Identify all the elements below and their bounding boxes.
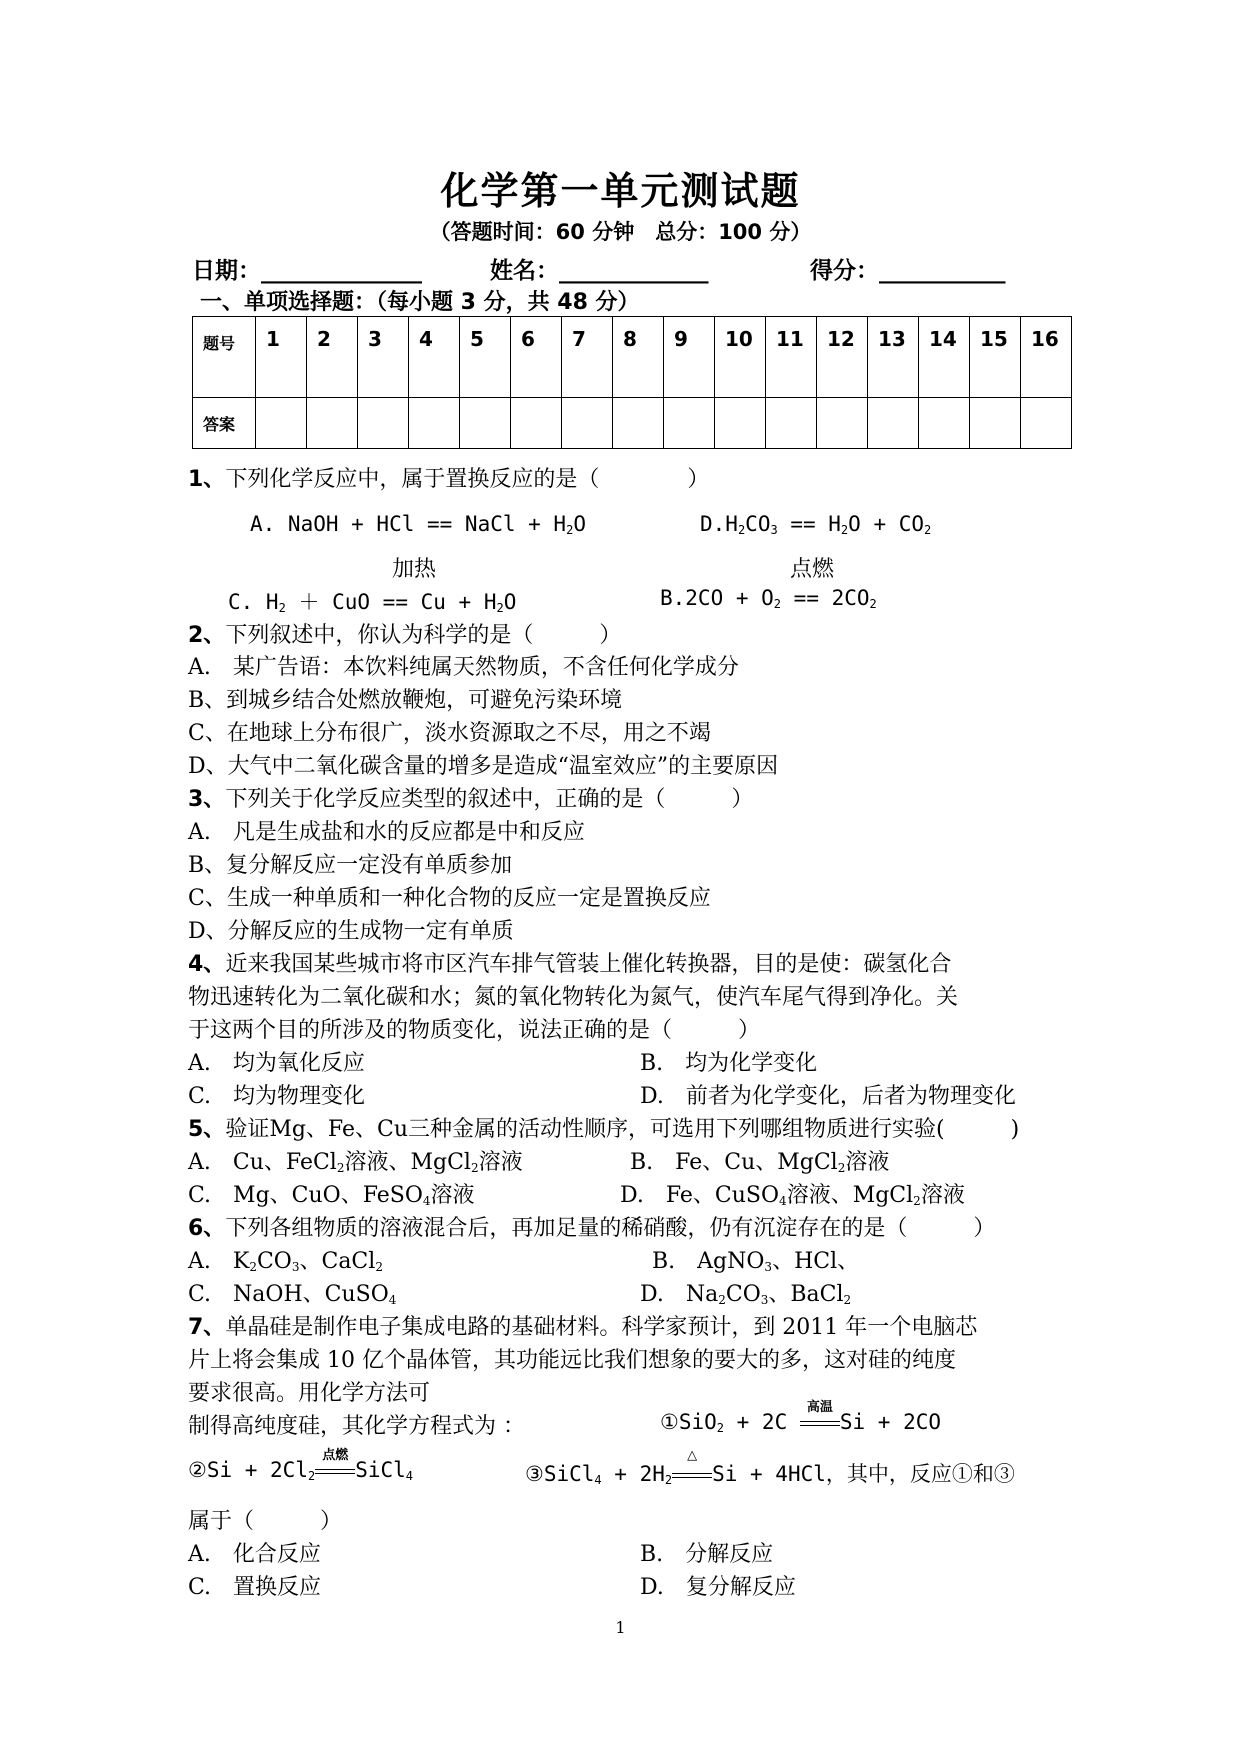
question-5-stem xyxy=(188,1112,1019,1143)
q4-option-b: B. 均为化学变化 xyxy=(640,1051,818,1076)
option-text: D. Na xyxy=(640,1282,719,1307)
option-text: == 2CO xyxy=(781,586,870,610)
question-number: 2、 xyxy=(188,623,226,648)
option-text: C. H xyxy=(228,590,279,614)
option-text: C. Mg、CuO、FeSO xyxy=(188,1183,423,1208)
table-cell-number: 12 xyxy=(817,317,868,398)
row-header-number: 题号 xyxy=(193,317,256,398)
subscript: 4 xyxy=(422,1194,431,1208)
q2-option-b: B、到城乡结合处燃放鞭炮，可避免污染环境 xyxy=(188,688,623,713)
q5-option-b xyxy=(630,1145,889,1176)
question-4-stem-line3: 于这两个目的所涉及的物质变化，说法正确的是（ ） xyxy=(188,1018,761,1043)
q2-option-a: A. 某广告语：本饮料纯属天然物质，不含任何化学成分 xyxy=(188,655,739,680)
answer-cell[interactable] xyxy=(307,398,358,449)
table-row xyxy=(193,317,1072,398)
option-text: 溶液 xyxy=(845,1150,890,1175)
q2-option-d: D、大气中二氧化碳含量的增多是造成“温室效应”的主要原因 xyxy=(188,754,779,779)
q6-option-a xyxy=(188,1244,383,1275)
q1-option-d xyxy=(700,512,931,537)
option-text: 溶液、MgCl xyxy=(344,1150,471,1175)
option-text: C. NaOH、CuSO xyxy=(188,1282,389,1307)
table-cell-number: 13 xyxy=(868,317,919,398)
subscript: 2 xyxy=(496,601,504,615)
answer-table xyxy=(192,316,1072,449)
subscript: 2 xyxy=(840,523,849,537)
table-cell-number: 4 xyxy=(409,317,460,398)
section-title: 一、单项选择题：（每小题 3 分，共 48 分） xyxy=(200,290,640,315)
q5-option-a xyxy=(188,1145,523,1176)
answer-cell[interactable] xyxy=(460,398,511,449)
question-4-stem-line2: 物迅速转化为二氧化碳和水；氮的氧化物转化为氮气，使汽车尾气得到净化。关 xyxy=(188,985,959,1010)
subscript: 3 xyxy=(770,523,778,537)
equals-sign xyxy=(672,1473,712,1478)
q6-option-d xyxy=(640,1277,851,1308)
question-text: 下列化学反应中，属于置换反应的是（ ） xyxy=(225,467,710,492)
equals-sign xyxy=(800,1421,840,1426)
option-text: CO xyxy=(745,512,771,536)
answer-cell[interactable] xyxy=(256,398,307,449)
subscript: 2 xyxy=(843,1293,852,1307)
subscript: 4 xyxy=(594,1473,602,1487)
subscript: 3 xyxy=(764,1260,773,1274)
question-number: 4、 xyxy=(188,952,226,977)
subscript: 2 xyxy=(278,601,286,615)
subscript: 4 xyxy=(405,1469,414,1483)
question-number: 6、 xyxy=(188,1216,226,1241)
option-text: D.H xyxy=(700,512,738,536)
q1-option-a xyxy=(250,512,586,537)
answer-cell[interactable] xyxy=(715,398,766,449)
subscript: 3 xyxy=(291,1260,300,1274)
q6-option-c xyxy=(188,1277,396,1308)
option-text: A. K xyxy=(188,1249,250,1274)
row-header-answer: 答案 xyxy=(193,398,256,449)
equation-text: ③SiCl xyxy=(525,1462,595,1486)
q3-option-c: C、生成一种单质和一种化合物的反应一定是置换反应 xyxy=(188,886,711,911)
table-row xyxy=(193,398,1072,449)
answer-cell[interactable] xyxy=(817,398,868,449)
condition-label: △ xyxy=(687,1448,698,1463)
q7-option-c: C. 置换反应 xyxy=(188,1575,322,1600)
q4-option-c: C. 均为物理变化 xyxy=(188,1084,366,1109)
table-cell-number: 1 xyxy=(256,317,307,398)
answer-cell[interactable] xyxy=(664,398,715,449)
name-field xyxy=(490,252,709,285)
date-field xyxy=(192,252,422,285)
question-text: 近来我国某些城市将市区汽车排气管装上催化转换器，目的是使：碳氢化合 xyxy=(225,952,952,977)
subscript: 2 xyxy=(336,1161,345,1175)
table-cell-number: 9 xyxy=(664,317,715,398)
q1-option-b xyxy=(660,586,877,611)
question-4-stem xyxy=(188,947,951,978)
option-text: O + CO xyxy=(848,512,925,536)
page-title: 化学第一单元测试题 xyxy=(440,169,801,213)
condition-label: 点燃 xyxy=(322,1448,349,1463)
equation-text: + 2H xyxy=(601,1462,665,1486)
subscript: 2 xyxy=(869,597,877,611)
page-number: 1 xyxy=(615,1618,626,1637)
table-cell-number: 2 xyxy=(307,317,358,398)
question-text: 下列各组物质的溶液混合后，再加足量的稀硝酸，仍有沉淀存在的是（ ） xyxy=(225,1216,996,1241)
table-cell-number: 16 xyxy=(1021,317,1072,398)
question-7-stem-line2: 片上将会集成 10 亿个晶体管，其功能远比我们想象的要大的多，这对硅的纯度 xyxy=(188,1348,956,1373)
q4-option-d: D. 前者为化学变化，后者为物理变化 xyxy=(640,1084,1016,1109)
subscript: 3 xyxy=(760,1293,769,1307)
question-1-stem xyxy=(188,462,709,493)
q7-option-a: A. 化合反应 xyxy=(188,1542,321,1567)
subscript: 4 xyxy=(388,1293,397,1307)
question-7-stem-line4: 制得高纯度硅，其化学方程式为 ： xyxy=(188,1414,525,1439)
option-text: O xyxy=(573,512,586,536)
question-2-stem xyxy=(188,618,621,649)
subscript: 2 xyxy=(664,1473,673,1487)
table-cell-number: 10 xyxy=(715,317,766,398)
equals-sign xyxy=(315,1469,355,1474)
q1-option-c xyxy=(228,586,516,616)
reaction-condition xyxy=(800,1400,840,1434)
subscript: 4 xyxy=(779,1194,787,1208)
answer-cell[interactable] xyxy=(562,398,613,449)
q3-option-d: D、分解反应的生成物一定有单质 xyxy=(188,919,514,944)
q7-equation-3 xyxy=(525,1448,1015,1488)
answer-cell[interactable] xyxy=(409,398,460,449)
option-text: 溶液 xyxy=(430,1183,475,1208)
option-text: 、HCl、 xyxy=(772,1249,860,1274)
subscript: 2 xyxy=(737,523,746,537)
equation-text: ①SiO xyxy=(660,1410,717,1434)
option-text: A. NaOH + HCl == NaCl + H xyxy=(250,512,567,536)
question-number: 5、 xyxy=(188,1117,226,1142)
condition-label: 高温 xyxy=(806,1400,833,1415)
table-cell-number: 11 xyxy=(766,317,817,398)
answer-cell[interactable] xyxy=(613,398,664,449)
answer-cell[interactable] xyxy=(1021,398,1072,449)
subscript: 2 xyxy=(249,1260,257,1274)
question-7-stem xyxy=(188,1310,977,1341)
q7-equation-1 xyxy=(660,1400,942,1435)
question-3-stem xyxy=(188,782,753,813)
subscript: 2 xyxy=(913,1194,921,1208)
q3-option-a: A. 凡是生成盐和水的反应都是中和反应 xyxy=(188,820,585,845)
reaction-condition xyxy=(672,1448,712,1486)
subscript: 2 xyxy=(718,1293,726,1307)
answer-cell[interactable] xyxy=(511,398,562,449)
question-text: 下列叙述中，你认为科学的是（ ） xyxy=(225,623,622,648)
option-text: D. Fe、CuSO xyxy=(620,1183,780,1208)
question-7-stem-line3: 要求很高。用化学方法可 xyxy=(188,1381,431,1406)
option-text: A. Cu、FeCl xyxy=(188,1150,337,1175)
option-text: 、BaCl xyxy=(768,1282,844,1307)
equation-text: ②Si + 2Cl xyxy=(188,1458,308,1482)
date-label: 日期： xyxy=(192,258,261,284)
equation-text: Si + 2CO xyxy=(839,1410,942,1434)
option-text: == H xyxy=(777,512,841,536)
option-text: O xyxy=(503,590,517,614)
option-text: 溶液 xyxy=(478,1150,523,1175)
table-cell-number: 14 xyxy=(919,317,970,398)
question-text: 单晶硅是制作电子集成电路的基础材料。科学家预计，到 2011 年一个电脑芯 xyxy=(225,1315,978,1340)
question-number: 7、 xyxy=(188,1315,226,1340)
name-label: 姓名： xyxy=(490,258,559,284)
answer-cell[interactable] xyxy=(358,398,409,449)
q7-option-d: D. 复分解反应 xyxy=(640,1575,796,1600)
subscript: 2 xyxy=(837,1161,846,1175)
question-6-stem xyxy=(188,1211,995,1242)
subscript: 2 xyxy=(307,1469,316,1483)
table-cell-number: 15 xyxy=(970,317,1021,398)
equation-text: Si + 4HCl，其中，反应①和③ xyxy=(712,1462,1015,1486)
name-blank: _____________ xyxy=(559,258,709,284)
option-text: ＋ CuO == Cu + H xyxy=(285,590,497,614)
q7-option-b: B. 分解反应 xyxy=(640,1542,774,1567)
option-text: CO xyxy=(725,1282,761,1307)
option-text: B. Fe、Cu、MgCl xyxy=(630,1150,838,1175)
score-label: 得分： xyxy=(810,258,879,284)
option-text: B. AgNO xyxy=(652,1249,765,1274)
subscript: 2 xyxy=(716,1421,724,1435)
q4-option-a: A. 均为氧化反应 xyxy=(188,1051,365,1076)
question-text: 下列关于化学反应类型的叙述中，正确的是（ ） xyxy=(225,787,754,812)
q2-option-c: C、在地球上分布很广，淡水资源取之不尽，用之不竭 xyxy=(188,721,711,746)
answer-cell[interactable] xyxy=(919,398,970,449)
answer-cell[interactable] xyxy=(766,398,817,449)
q1-condition-heat: 加热 xyxy=(392,557,437,582)
q1-condition-ignite: 点燃 xyxy=(790,557,835,582)
q7-equation-2 xyxy=(188,1448,414,1483)
q3-option-b: B、复分解反应一定没有单质参加 xyxy=(188,853,513,878)
subscript: 2 xyxy=(924,523,932,537)
table-cell-number: 3 xyxy=(358,317,409,398)
option-text: 溶液、MgCl xyxy=(786,1183,914,1208)
answer-cell[interactable] xyxy=(970,398,1021,449)
option-text: B.2CO + O xyxy=(660,586,774,610)
reaction-condition xyxy=(315,1448,355,1482)
option-text: CO xyxy=(256,1249,292,1274)
q5-option-d xyxy=(620,1178,965,1209)
table-cell-number: 5 xyxy=(460,317,511,398)
table-cell-number: 8 xyxy=(613,317,664,398)
subscript: 2 xyxy=(773,597,782,611)
date-blank: ______________ xyxy=(261,258,422,284)
question-number: 1、 xyxy=(188,467,226,492)
equation-text: + 2C xyxy=(724,1410,800,1434)
subscript: 2 xyxy=(375,1260,383,1274)
question-7-stem-line5: 属于（ ） xyxy=(188,1509,343,1534)
option-text: 、CaCl xyxy=(299,1249,376,1274)
question-text: 验证Mg、Fe、Cu三种金属的活动性顺序，可选用下列哪组物质进行实验( ) xyxy=(225,1117,1020,1142)
equation-text: SiCl xyxy=(355,1458,406,1482)
table-cell-number: 7 xyxy=(562,317,613,398)
table-cell-number: 6 xyxy=(511,317,562,398)
question-number: 3、 xyxy=(188,787,226,812)
q6-option-b xyxy=(652,1244,859,1275)
option-text: 溶液 xyxy=(920,1183,965,1208)
subscript: 2 xyxy=(470,1161,479,1175)
score-field xyxy=(810,252,1006,285)
q5-option-c xyxy=(188,1178,475,1209)
page-subtitle: （答题时间：60 分钟 总分：100 分） xyxy=(429,220,812,244)
score-blank: ___________ xyxy=(879,258,1006,284)
subscript: 2 xyxy=(566,523,574,537)
answer-cell[interactable] xyxy=(868,398,919,449)
